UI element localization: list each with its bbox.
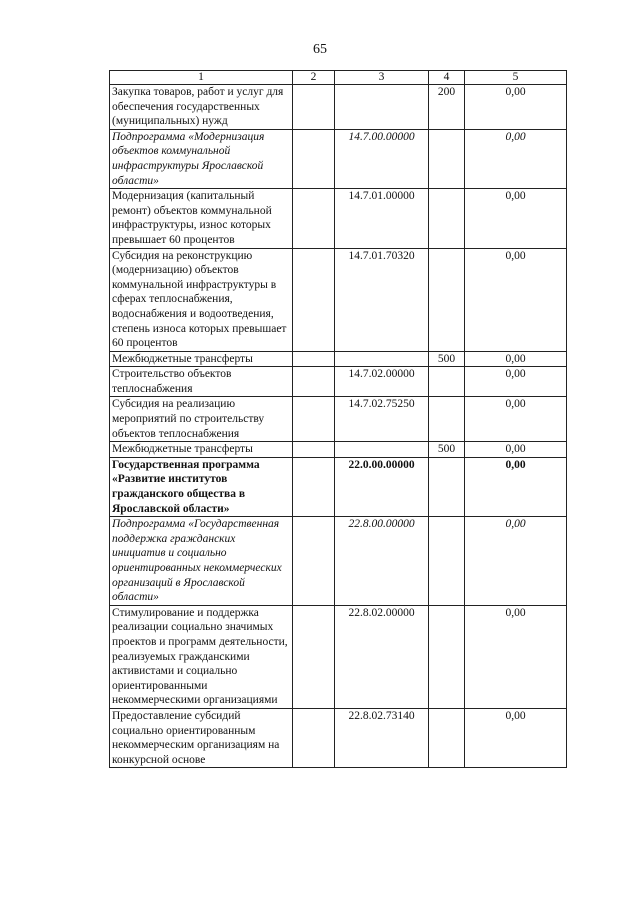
target-code-cell: 22.8.02.73140 bbox=[335, 708, 429, 767]
expense-type-cell bbox=[429, 517, 465, 606]
item-name-cell: Государственная программа «Развитие институтов гражданского общества в Ярославской области» bbox=[110, 457, 293, 516]
column-header: 1 bbox=[110, 71, 293, 85]
table-row bbox=[110, 85, 567, 130]
amount-cell: 0,00 bbox=[465, 457, 567, 516]
expense-type-cell bbox=[429, 708, 465, 767]
target-code-cell: 14.7.02.75250 bbox=[335, 397, 429, 442]
item-name-cell: Строительство объектов теплоснабжения bbox=[110, 367, 293, 397]
table-row bbox=[110, 708, 567, 767]
item-name-cell: Модернизация (капитальный ремонт) объектов коммунальной инфраструктуры, износ которых превышает 60 процентов bbox=[110, 189, 293, 248]
amount-cell: 0,00 bbox=[465, 248, 567, 351]
target-code-cell: 14.7.02.00000 bbox=[335, 367, 429, 397]
item-name-cell: Подпрограмма «Государственная поддержка гражданских инициатив и социально ориентированных некоммерческих организаций в Ярославской области» bbox=[110, 517, 293, 606]
column-2-cell bbox=[293, 457, 335, 516]
expense-type-cell: 500 bbox=[429, 442, 465, 458]
column-2-cell bbox=[293, 397, 335, 442]
column-2-cell bbox=[293, 517, 335, 606]
column-2-cell bbox=[293, 708, 335, 767]
expense-type-cell bbox=[429, 248, 465, 351]
expense-type-cell: 500 bbox=[429, 351, 465, 367]
table-row bbox=[110, 457, 567, 516]
item-name-cell: Предоставление субсидий социально ориентированным некоммерческим организациям на конкурсной основе bbox=[110, 708, 293, 767]
amount-cell: 0,00 bbox=[465, 351, 567, 367]
amount-cell: 0,00 bbox=[465, 397, 567, 442]
table-row bbox=[110, 189, 567, 248]
table-row bbox=[110, 442, 567, 458]
table-row bbox=[110, 248, 567, 351]
column-header: 5 bbox=[465, 71, 567, 85]
target-code-cell: 22.0.00.00000 bbox=[335, 457, 429, 516]
item-name-cell: Межбюджетные трансферты bbox=[110, 442, 293, 458]
column-header: 2 bbox=[293, 71, 335, 85]
expense-type-cell bbox=[429, 367, 465, 397]
item-name-cell: Межбюджетные трансферты bbox=[110, 351, 293, 367]
column-2-cell bbox=[293, 129, 335, 188]
amount-cell: 0,00 bbox=[465, 517, 567, 606]
column-header: 3 bbox=[335, 71, 429, 85]
column-2-cell bbox=[293, 367, 335, 397]
amount-cell: 0,00 bbox=[465, 129, 567, 188]
page-number: 65 bbox=[313, 42, 327, 57]
target-code-cell: 14.7.01.70320 bbox=[335, 248, 429, 351]
item-name-cell: Подпрограмма «Модернизация объектов коммунальной инфраструктуры Ярославской области» bbox=[110, 129, 293, 188]
amount-cell: 0,00 bbox=[465, 442, 567, 458]
target-code-cell bbox=[335, 351, 429, 367]
amount-cell: 0,00 bbox=[465, 85, 567, 130]
budget-table bbox=[109, 70, 567, 768]
expense-type-cell bbox=[429, 397, 465, 442]
column-2-cell bbox=[293, 85, 335, 130]
target-code-cell bbox=[335, 442, 429, 458]
column-2-cell bbox=[293, 605, 335, 708]
table-row bbox=[110, 397, 567, 442]
table-row bbox=[110, 517, 567, 606]
amount-cell: 0,00 bbox=[465, 367, 567, 397]
target-code-cell bbox=[335, 85, 429, 130]
amount-cell: 0,00 bbox=[465, 605, 567, 708]
target-code-cell: 14.7.01.00000 bbox=[335, 189, 429, 248]
column-2-cell bbox=[293, 442, 335, 458]
table-header-row bbox=[110, 71, 567, 85]
item-name-cell: Субсидия на реализацию мероприятий по строительству объектов теплоснабжения bbox=[110, 397, 293, 442]
item-name-cell: Стимулирование и поддержка реализации социально значимых проектов и программ деятельности, реализуемых гражданскими активистами и социально ориентированными некоммерческими организациями bbox=[110, 605, 293, 708]
expense-type-cell bbox=[429, 457, 465, 516]
column-2-cell bbox=[293, 351, 335, 367]
amount-cell: 0,00 bbox=[465, 708, 567, 767]
item-name-cell: Закупка товаров, работ и услуг для обеспечения государственных (муниципальных) нужд bbox=[110, 85, 293, 130]
column-header: 4 bbox=[429, 71, 465, 85]
expense-type-cell bbox=[429, 605, 465, 708]
expense-type-cell: 200 bbox=[429, 85, 465, 130]
column-2-cell bbox=[293, 248, 335, 351]
amount-cell: 0,00 bbox=[465, 189, 567, 248]
column-2-cell bbox=[293, 189, 335, 248]
target-code-cell: 14.7.00.00000 bbox=[335, 129, 429, 188]
expense-type-cell bbox=[429, 129, 465, 188]
table-row bbox=[110, 367, 567, 397]
table-row bbox=[110, 351, 567, 367]
target-code-cell: 22.8.02.00000 bbox=[335, 605, 429, 708]
table-row bbox=[110, 129, 567, 188]
table-row bbox=[110, 605, 567, 708]
expense-type-cell bbox=[429, 189, 465, 248]
table-body bbox=[110, 85, 567, 768]
item-name-cell: Субсидия на реконструкцию (модернизацию) объектов коммунальной инфраструктуры в сферах теплоснабжения, водоснабжения и водоотведения, степень износа которых превышает 60 процентов bbox=[110, 248, 293, 351]
target-code-cell: 22.8.00.00000 bbox=[335, 517, 429, 606]
